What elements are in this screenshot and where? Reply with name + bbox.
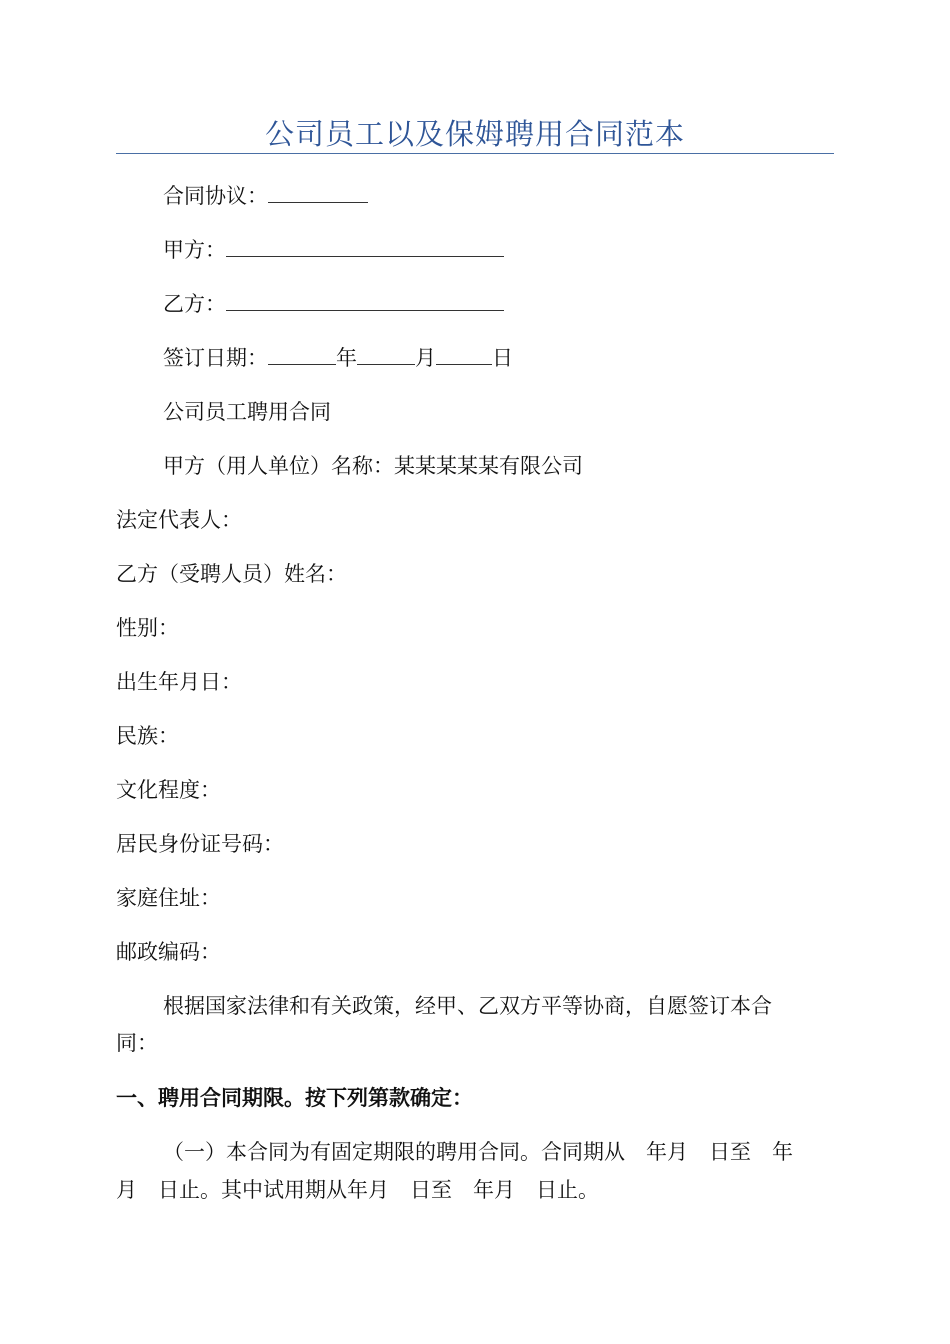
field-ethnicity: 民族： — [116, 724, 179, 748]
intro-paragraph-line2: 同： — [116, 1031, 158, 1055]
agreement-label: 合同协议： — [163, 184, 268, 208]
party-a-line — [163, 236, 504, 264]
field-postal-code: 邮政编码： — [116, 940, 221, 964]
party-a-label: 甲方： — [163, 238, 226, 262]
title-underline — [116, 153, 834, 154]
field-employee-name: 乙方（受聘人员）姓名： — [116, 562, 347, 586]
field-home-address: 家庭住址： — [116, 886, 221, 910]
month-blank — [357, 346, 415, 365]
party-b-line — [163, 290, 504, 318]
agreement-number-line — [163, 182, 368, 210]
field-id-number: 居民身份证号码： — [116, 832, 284, 856]
year-label: 年 — [336, 346, 357, 370]
contract-subtitle: 公司员工聘用合同 — [163, 400, 331, 424]
sign-date-label: 签订日期： — [163, 346, 268, 370]
day-blank — [436, 346, 492, 365]
field-legal-representative: 法定代表人： — [116, 508, 242, 532]
employer-line: 甲方（用人单位）名称：某某某某某有限公司 — [163, 454, 583, 478]
party-b-blank — [226, 292, 504, 311]
document-title: 公司员工以及保姆聘用合同范本 — [264, 117, 685, 151]
party-b-label: 乙方： — [163, 292, 226, 316]
intro-paragraph-line1: 根据国家法律和有关政策，经甲、乙双方平等协商，自愿签订本合 — [163, 994, 772, 1018]
section-1-heading: 一、聘用合同期限。按下列第款确定： — [116, 1085, 473, 1110]
agreement-number-blank — [268, 184, 368, 203]
day-label: 日 — [492, 346, 513, 370]
field-gender: 性别： — [116, 616, 179, 640]
field-education: 文化程度： — [116, 778, 221, 802]
clause-1-line2: 月 日止。其中试用期从年月 日至 年月 日止。 — [116, 1178, 599, 1202]
clause-1-line1: （一）本合同为有固定期限的聘用合同。合同期从 年月 日至 年 — [163, 1140, 793, 1164]
field-birth-date: 出生年月日： — [116, 670, 242, 694]
party-a-blank — [226, 238, 504, 257]
month-label: 月 — [415, 346, 436, 370]
year-blank — [268, 346, 336, 365]
sign-date-line — [163, 344, 513, 372]
